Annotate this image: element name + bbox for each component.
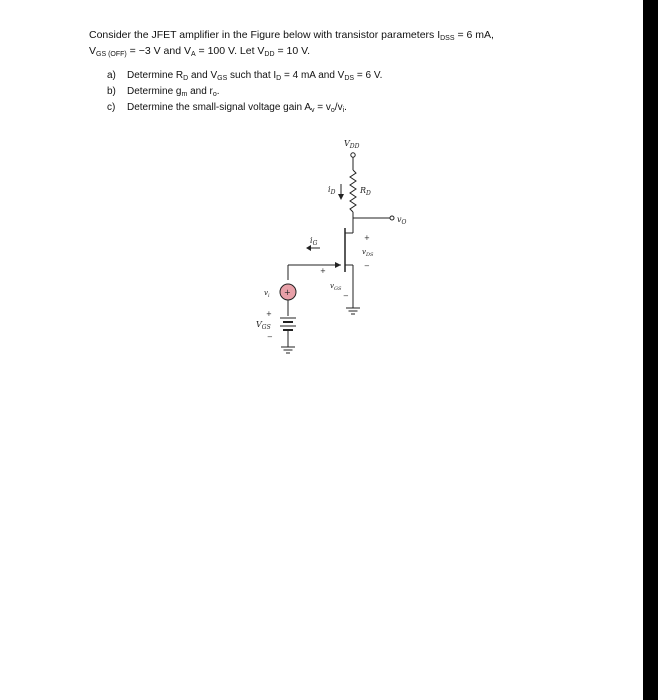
vdd-label: $V_{DD}$ [344,139,360,150]
vo-terminal [390,216,394,220]
id-label: $i_D$ [328,185,336,196]
rd-resistor [350,170,356,212]
problem-line-1: Consider the JFET amplifier in the Figure below with transistor parameters $I_{DSS} = 6$ mA, [89,29,494,42]
VGS-minus: − [267,333,273,341]
vgs-minus: − [343,292,349,300]
ig-label: $i_G$ [310,236,318,247]
right-edge-bar [643,0,658,700]
gate-arrow-icon [335,262,341,268]
problem-statement [89,27,629,59]
question-parts [107,68,382,116]
vgs-plus: + [320,267,326,275]
rd-label: $R_D$ [360,186,371,197]
question-part-a: a) Determine $R_D$ and $V_{GS}$ such that $I_D = 4$ mA and $V_{DS} = 6$ V. [107,70,383,82]
vi-source-plus: + [284,288,291,297]
vds-label: $v_{DS}$ [362,248,374,258]
VGS-plus: + [266,310,272,318]
id-arrow-icon [338,194,344,200]
vdd-terminal [351,153,355,157]
vo-label: $v_O$ [397,215,407,226]
problem-line-2: $V_{GS (OFF)} = -3$ V and $V_A = 100$ V. Let $V_{DD} = 10$ V. [89,45,311,58]
VGS-label: $V_{GS}$ [256,320,271,331]
jfet-amplifier-circuit [240,130,420,370]
question-part-b: b) Determine $g_m$ and $r_o$. [107,86,220,98]
question-part-c: c) Determine the small-signal voltage gain $A_v = v_o/v_i$. [107,102,347,114]
vi-label: $v_i$ [264,289,270,299]
ig-arrow-icon [306,245,311,251]
vgs-label: $v_{GS}$ [330,282,342,292]
vds-plus: + [364,234,370,242]
vds-minus: − [364,262,370,270]
